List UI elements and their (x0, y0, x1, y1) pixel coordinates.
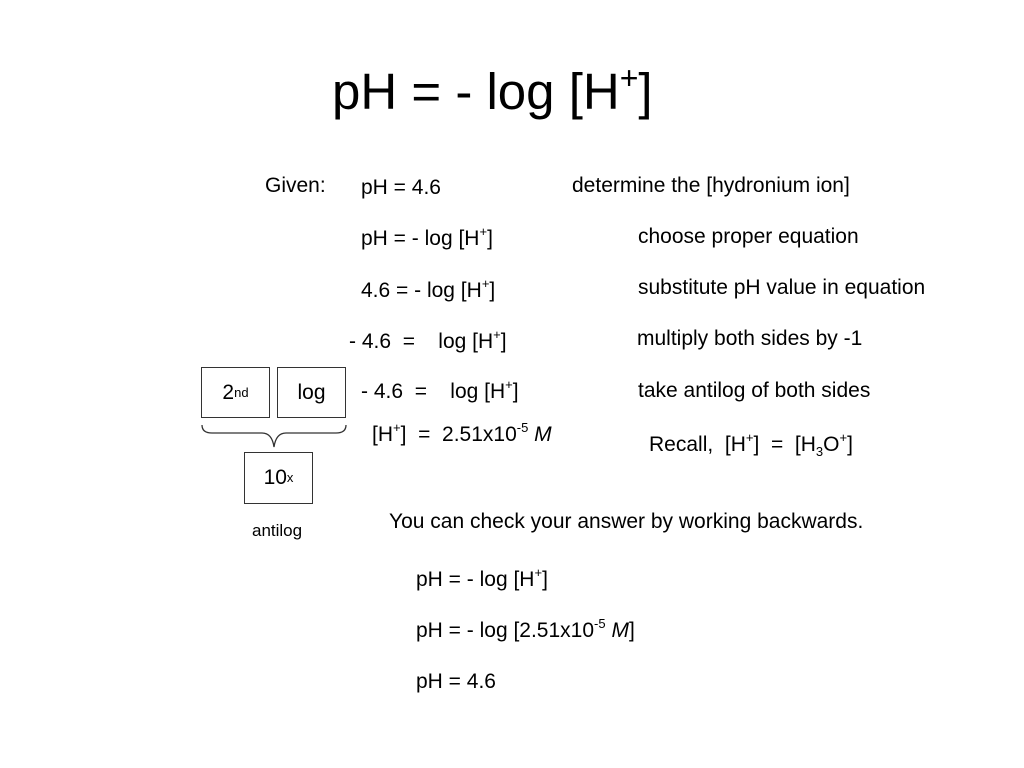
curly-brace-icon (200, 423, 348, 451)
given-label: Given: (265, 174, 326, 197)
check-line-2-unit: M (611, 619, 629, 642)
note-5: take antilog of both sides (638, 379, 871, 402)
result-text-a: [H (372, 423, 393, 446)
result-sup-2: -5 (516, 420, 529, 435)
second-key: 2 nd (201, 367, 270, 418)
recall-sub: 3 (815, 444, 824, 459)
check-line-1-end: ] (542, 568, 548, 591)
step-2-text: pH = - log [H (361, 227, 480, 250)
ten-x-key: 10 x (244, 452, 313, 504)
check-line-1 (416, 565, 548, 591)
recall-text-c: O (823, 433, 840, 456)
result-text-b: ] = 2.51x10 (400, 423, 517, 446)
step-1 (361, 177, 441, 198)
check-line-3 (416, 671, 496, 692)
check-line-2-end: ] (628, 619, 635, 642)
step-4-sup: + (493, 327, 501, 342)
result-sup-1: + (393, 420, 401, 435)
step-3-sup: + (481, 276, 490, 291)
check-line-3-text: pH = 4.6 (416, 670, 496, 693)
note-4: multiply both sides by -1 (637, 327, 863, 350)
step-5 (361, 377, 519, 403)
recall-text-a: Recall, [H (649, 433, 746, 456)
check-line-2-text: pH = - log [2.51x10 (416, 619, 595, 642)
step-3-end: ] (489, 279, 496, 302)
step-3-text: 4.6 = - log [H (361, 279, 482, 302)
second-key-base: 2 (222, 380, 235, 404)
note-3: substitute pH value in equation (638, 276, 926, 299)
result-line (372, 420, 552, 446)
check-line-2-sup: -5 (594, 616, 606, 631)
step-2-end: ] (487, 227, 493, 250)
recall-text-b: ] = [H (753, 433, 816, 456)
recall-sup-2: + (839, 430, 848, 445)
title-end: ] (638, 63, 653, 120)
title-sup: + (619, 60, 639, 96)
title-text: pH = - log [H (332, 63, 620, 120)
check-line-1-text: pH = - log [H (416, 568, 535, 591)
step-5-sup: + (505, 377, 513, 392)
result-unit: M (534, 423, 552, 446)
check-line-2 (416, 616, 635, 642)
step-4 (349, 327, 507, 353)
step-3 (361, 276, 496, 302)
log-key: log (277, 367, 346, 418)
step-5-text: - 4.6 = log [H (361, 380, 506, 403)
step-5-end: ] (512, 380, 519, 403)
note-2: choose proper equation (638, 225, 859, 248)
step-4-end: ] (500, 330, 507, 353)
step-1-text: pH = 4.6 (361, 176, 441, 199)
ten-x-key-base: 10 (263, 466, 287, 489)
page-title (332, 60, 653, 120)
recall-sup-1: + (745, 430, 754, 445)
check-line-1-sup: + (534, 565, 543, 580)
step-4-text: - 4.6 = log [H (349, 330, 494, 353)
step-2-sup: + (479, 224, 488, 239)
check-intro: You can check your answer by working backwards. (389, 510, 864, 533)
recall-line (649, 430, 853, 459)
recall-text-d: ] (847, 433, 853, 456)
antilog-label: antilog (252, 521, 303, 540)
note-1: determine the [hydronium ion] (572, 174, 850, 197)
step-2 (361, 224, 493, 250)
